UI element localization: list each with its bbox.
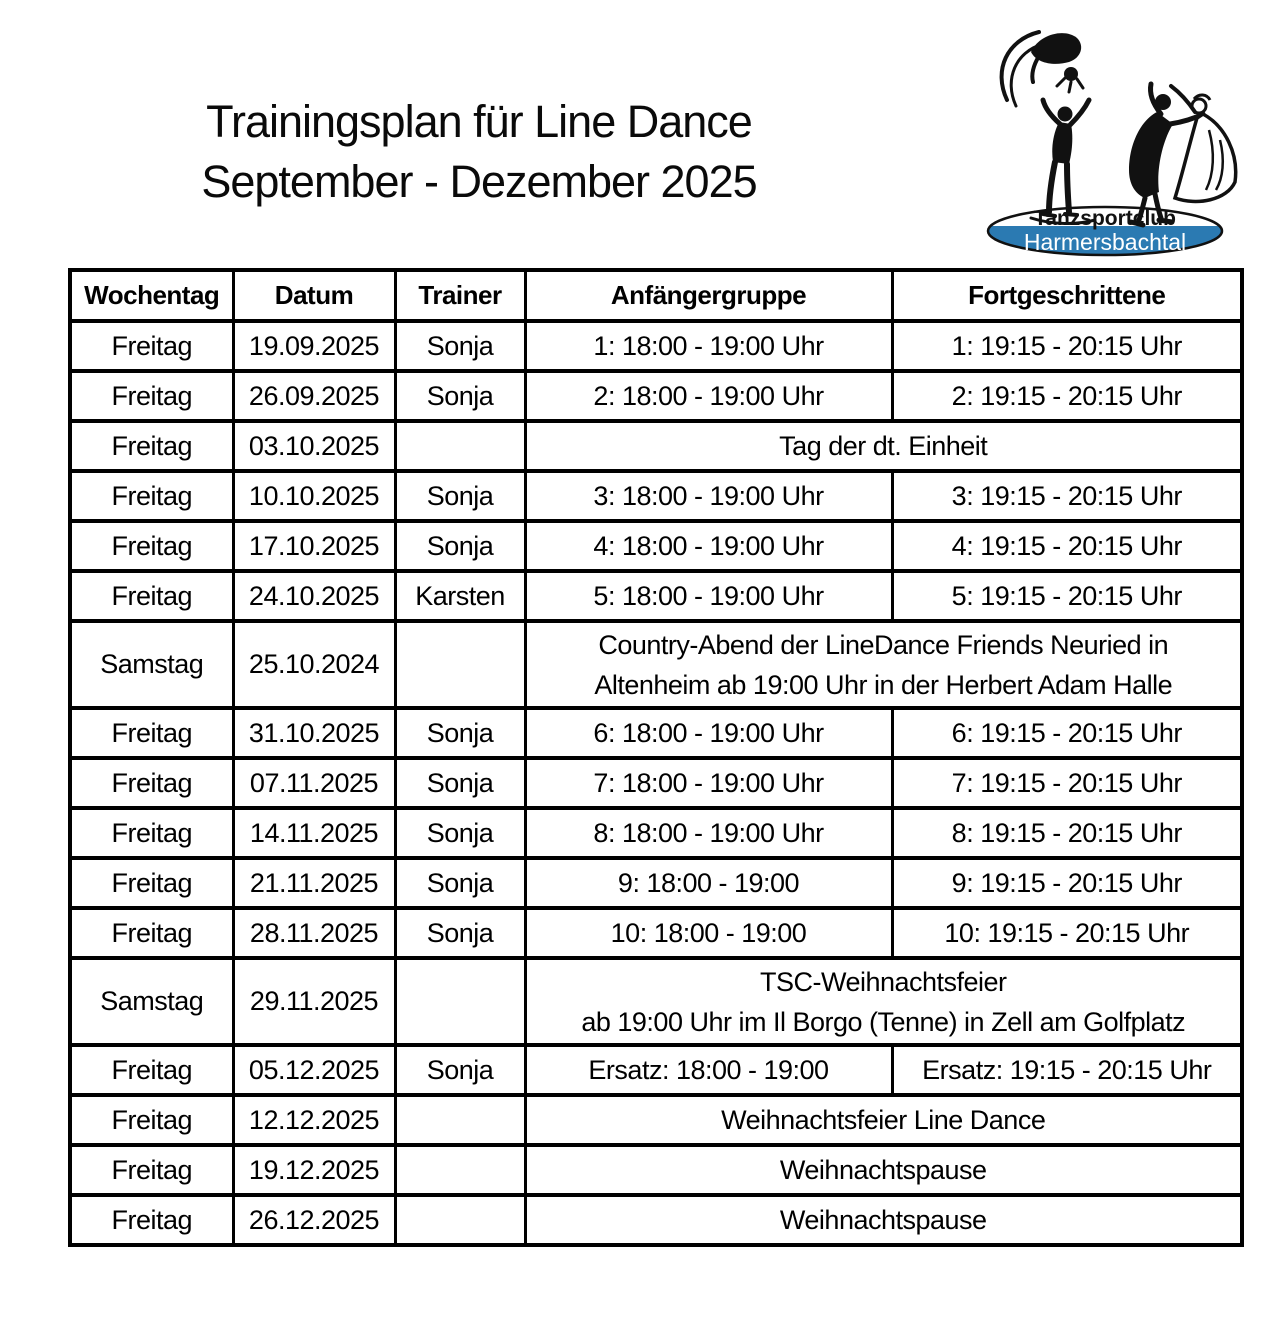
cell-wochentag: Freitag [70,1095,233,1145]
cell-wochentag: Freitag [70,1145,233,1195]
table-row [70,471,1242,521]
cell-trainer [395,1095,525,1145]
cell-trainer [395,958,525,1045]
table-row [70,808,1242,858]
cell-datum: 29.11.2025 [233,958,395,1045]
cell-event [525,958,1242,1045]
cell-wochentag: Samstag [70,958,233,1045]
table-row [70,1045,1242,1095]
column-header-datum: Datum [233,270,395,321]
cell-anfaengergruppe: 10: 18:00 - 19:00 [525,908,892,958]
cell-trainer: Sonja [395,708,525,758]
cell-trainer: Karsten [395,571,525,621]
cell-fortgeschrittene: 9: 19:15 - 20:15 Uhr [892,858,1242,908]
cell-datum: 03.10.2025 [233,421,395,471]
cell-datum: 14.11.2025 [233,808,395,858]
cell-wochentag: Freitag [70,371,233,421]
cell-anfaengergruppe: Ersatz: 18:00 - 19:00 [525,1045,892,1095]
table-row [70,958,1242,1045]
title-line-2: September - Dezember 2025 [201,156,757,207]
cell-wochentag: Freitag [70,471,233,521]
cell-event: Weihnachtsfeier Line Dance [525,1095,1242,1145]
cell-event: Weihnachtspause [525,1195,1242,1245]
cell-datum: 25.10.2024 [233,621,395,708]
table-row [70,571,1242,621]
column-header-fortgeschrittene: Fortgeschrittene [892,270,1242,321]
cell-fortgeschrittene: 1: 19:15 - 20:15 Uhr [892,321,1242,371]
cell-trainer [395,1145,525,1195]
cell-trainer: Sonja [395,758,525,808]
cell-anfaengergruppe: 1: 18:00 - 19:00 Uhr [525,321,892,371]
club-logo [973,22,1245,266]
cell-trainer: Sonja [395,858,525,908]
cell-anfaengergruppe: 5: 18:00 - 19:00 Uhr [525,571,892,621]
column-header-anfaengergruppe: Anfängergruppe [525,270,892,321]
cell-event: Weihnachtspause [525,1145,1242,1195]
cell-fortgeschrittene: 6: 19:15 - 20:15 Uhr [892,708,1242,758]
dancers-icon [1002,32,1236,225]
cell-anfaengergruppe: 3: 18:00 - 19:00 Uhr [525,471,892,521]
table-row [70,321,1242,371]
cell-anfaengergruppe: 4: 18:00 - 19:00 Uhr [525,521,892,571]
table-row [70,1145,1242,1195]
cell-datum: 31.10.2025 [233,708,395,758]
trainingsplan-table [68,268,1244,1247]
title-line-1: Trainingsplan für Line Dance [206,96,752,147]
logo-club-region: Harmersbachtal [1023,229,1187,255]
cell-datum: 17.10.2025 [233,521,395,571]
cell-wochentag: Freitag [70,321,233,371]
event-text-line: Country-Abend der LineDance Friends Neuried in [598,629,1169,660]
cell-fortgeschrittene: 5: 19:15 - 20:15 Uhr [892,571,1242,621]
cell-trainer: Sonja [395,908,525,958]
cell-anfaengergruppe: 7: 18:00 - 19:00 Uhr [525,758,892,808]
cell-wochentag: Freitag [70,808,233,858]
cell-anfaengergruppe: 2: 18:00 - 19:00 Uhr [525,371,892,421]
cell-trainer: Sonja [395,521,525,571]
cell-datum: 26.09.2025 [233,371,395,421]
cell-datum: 07.11.2025 [233,758,395,808]
cell-wochentag: Samstag [70,621,233,708]
cell-trainer [395,421,525,471]
cell-wochentag: Freitag [70,758,233,808]
cell-datum: 21.11.2025 [233,858,395,908]
table-row [70,708,1242,758]
cell-datum: 19.09.2025 [233,321,395,371]
cell-anfaengergruppe: 9: 18:00 - 19:00 [525,858,892,908]
cell-trainer [395,1195,525,1245]
table-row [70,908,1242,958]
cell-datum: 10.10.2025 [233,471,395,521]
table-header-row [70,270,1242,321]
cell-fortgeschrittene: 8: 19:15 - 20:15 Uhr [892,808,1242,858]
table-row [70,371,1242,421]
cell-trainer [395,621,525,708]
cell-datum: 12.12.2025 [233,1095,395,1145]
cell-trainer: Sonja [395,808,525,858]
table-row [70,758,1242,808]
cell-fortgeschrittene: 10: 19:15 - 20:15 Uhr [892,908,1242,958]
table-row [70,1095,1242,1145]
cell-fortgeschrittene: 2: 19:15 - 20:15 Uhr [892,371,1242,421]
cell-trainer: Sonja [395,371,525,421]
logo-club-name: Tanzsportclub [1034,207,1176,230]
cell-anfaengergruppe: 6: 18:00 - 19:00 Uhr [525,708,892,758]
column-header-trainer: Trainer [395,270,525,321]
cell-datum: 05.12.2025 [233,1045,395,1095]
table-row [70,858,1242,908]
table-row [70,421,1242,471]
cell-datum: 28.11.2025 [233,908,395,958]
cell-event [525,621,1242,708]
table-row [70,621,1242,708]
cell-wochentag: Freitag [70,521,233,571]
cell-event: Tag der dt. Einheit [525,421,1242,471]
cell-wochentag: Freitag [70,1045,233,1095]
cell-fortgeschrittene: Ersatz: 19:15 - 20:15 Uhr [892,1045,1242,1095]
cell-fortgeschrittene: 3: 19:15 - 20:15 Uhr [892,471,1242,521]
cell-fortgeschrittene: 4: 19:15 - 20:15 Uhr [892,521,1242,571]
cell-anfaengergruppe: 8: 18:00 - 19:00 Uhr [525,808,892,858]
cell-datum: 26.12.2025 [233,1195,395,1245]
cell-wochentag: Freitag [70,1195,233,1245]
cell-wochentag: Freitag [70,908,233,958]
cell-wochentag: Freitag [70,708,233,758]
cell-fortgeschrittene: 7: 19:15 - 20:15 Uhr [892,758,1242,808]
cell-datum: 19.12.2025 [233,1145,395,1195]
cell-wochentag: Freitag [70,421,233,471]
cell-trainer: Sonja [395,1045,525,1095]
cell-trainer: Sonja [395,321,525,371]
event-text-line: ab 19:00 Uhr im Il Borgo (Tenne) in Zell am Golfplatz [581,1006,1186,1037]
event-text-line: TSC-Weihnachtsfeier [759,966,1007,997]
event-text-line: Altenheim ab 19:00 Uhr in der Herbert Adam Halle [594,669,1173,700]
cell-datum: 24.10.2025 [233,571,395,621]
cell-wochentag: Freitag [70,571,233,621]
column-header-wochentag: Wochentag [70,270,233,321]
cell-wochentag: Freitag [70,858,233,908]
table-row [70,1195,1242,1245]
cell-trainer: Sonja [395,471,525,521]
table-row [70,521,1242,571]
page-title [183,92,775,212]
